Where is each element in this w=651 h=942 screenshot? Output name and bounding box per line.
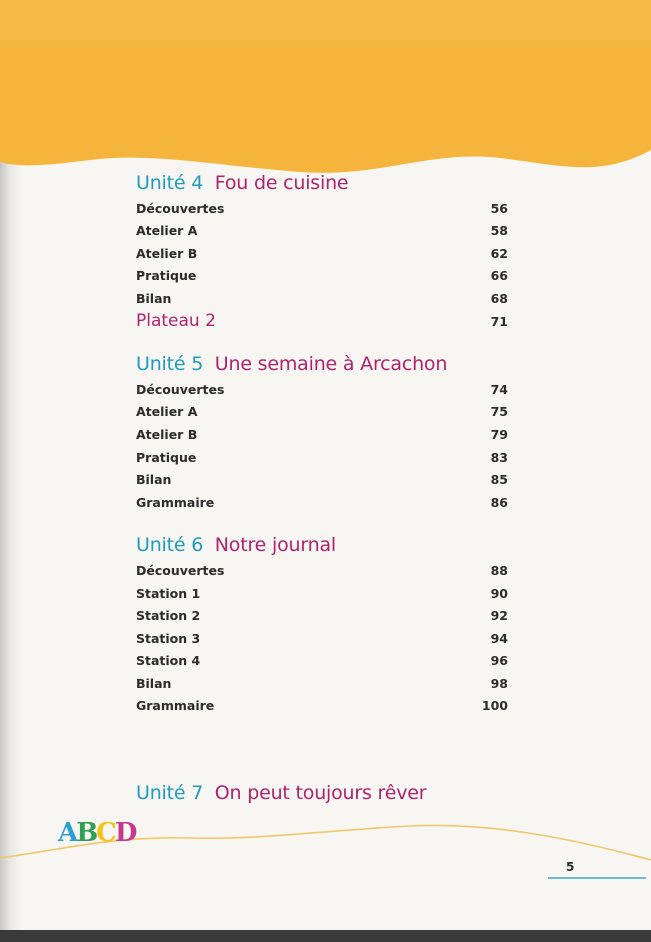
logo-letter-b: B bbox=[76, 818, 99, 848]
toc-entry-page: 79 bbox=[490, 427, 508, 442]
toc-entry-label: Grammaire bbox=[136, 495, 215, 510]
toc-entry bbox=[136, 382, 508, 402]
toc-entry bbox=[136, 586, 508, 606]
toc-entry-label: Découvertes bbox=[136, 563, 225, 578]
toc-entry-page: 75 bbox=[490, 404, 508, 419]
toc-entry-label: Atelier B bbox=[136, 427, 198, 442]
toc-entry-label: Découvertes bbox=[136, 201, 225, 216]
page-number-rule bbox=[548, 877, 646, 879]
page-number: 5 bbox=[566, 860, 575, 874]
toc-entry-page: 96 bbox=[490, 653, 508, 668]
logo-letter-c: C bbox=[96, 818, 117, 848]
toc-entry-page: 92 bbox=[490, 608, 508, 623]
toc-entry-label: Découvertes bbox=[136, 382, 225, 397]
toc-entry bbox=[136, 268, 508, 288]
plateau-2-label: Plateau 2 bbox=[136, 311, 216, 331]
plateau-2-page: 71 bbox=[490, 314, 508, 329]
toc-entry-label: Bilan bbox=[136, 291, 172, 306]
unit-7-title: On peut toujours rêver bbox=[214, 782, 427, 804]
toc-entry-label: Bilan bbox=[136, 472, 172, 487]
toc-entry-label: Atelier A bbox=[136, 404, 198, 419]
toc-entry-page: 98 bbox=[490, 676, 508, 691]
toc-entry-label: Station 2 bbox=[136, 608, 201, 623]
unit-4-number: Unité 4 bbox=[136, 172, 204, 194]
toc-entry bbox=[136, 676, 508, 696]
toc-entry bbox=[136, 495, 508, 515]
toc-entry bbox=[136, 698, 508, 718]
toc-entry bbox=[136, 404, 508, 424]
toc-entry-page: 88 bbox=[490, 563, 508, 578]
unit-5-number: Unité 5 bbox=[136, 353, 204, 375]
unit-5-heading bbox=[136, 353, 447, 375]
toc-entry-label: Grammaire bbox=[136, 698, 215, 713]
toc-entry bbox=[136, 472, 508, 492]
bottom-edge-bar bbox=[0, 930, 651, 942]
toc-entry-page: 74 bbox=[490, 382, 508, 397]
toc-entry-page: 62 bbox=[490, 246, 508, 261]
header-orange-band bbox=[0, 0, 651, 200]
toc-entry bbox=[136, 608, 508, 628]
unit-6-title: Notre journal bbox=[214, 534, 336, 556]
toc-entry-label: Atelier A bbox=[136, 223, 198, 238]
toc-entry-page: 68 bbox=[490, 291, 508, 306]
unit-4-title: Fou de cuisine bbox=[214, 172, 349, 194]
toc-entry-label: Pratique bbox=[136, 450, 197, 465]
toc-entry bbox=[136, 291, 508, 311]
unit-6-heading bbox=[136, 534, 336, 556]
toc-entry-page: 58 bbox=[490, 223, 508, 238]
toc-entry-page: 86 bbox=[490, 495, 508, 510]
toc-entry bbox=[136, 427, 508, 447]
toc-entry-page: 90 bbox=[490, 586, 508, 601]
toc-entry-label: Station 1 bbox=[136, 586, 201, 601]
toc-entry bbox=[136, 631, 508, 651]
unit-4-heading bbox=[136, 172, 348, 194]
unit-5-title: Une semaine à Arcachon bbox=[214, 353, 448, 375]
toc-entry-page: 85 bbox=[490, 472, 508, 487]
logo-letter-d: D bbox=[114, 818, 138, 848]
toc-entry bbox=[136, 201, 508, 221]
logo-letter-a: A bbox=[58, 818, 79, 848]
toc-entry-page: 56 bbox=[490, 201, 508, 216]
toc-entry bbox=[136, 450, 508, 470]
toc-entry bbox=[136, 246, 508, 266]
plateau-2-entry bbox=[136, 311, 508, 334]
toc-entry-page: 66 bbox=[490, 268, 508, 283]
toc-entry-label: Pratique bbox=[136, 268, 197, 283]
toc-entry-label: Atelier B bbox=[136, 246, 198, 261]
toc-entry-label: Station 3 bbox=[136, 631, 201, 646]
toc-entry bbox=[136, 563, 508, 583]
unit-7-number: Unité 7 bbox=[136, 782, 204, 804]
toc-entry-label: Bilan bbox=[136, 676, 172, 691]
toc-entry-page: 83 bbox=[490, 450, 508, 465]
abcd-logo bbox=[58, 818, 137, 848]
toc-entry-label: Station 4 bbox=[136, 653, 201, 668]
unit-6-number: Unité 6 bbox=[136, 534, 204, 556]
toc-entry-page: 94 bbox=[490, 631, 508, 646]
toc-entry bbox=[136, 653, 508, 673]
toc-entry bbox=[136, 223, 508, 243]
toc-entry-page: 100 bbox=[481, 698, 508, 713]
